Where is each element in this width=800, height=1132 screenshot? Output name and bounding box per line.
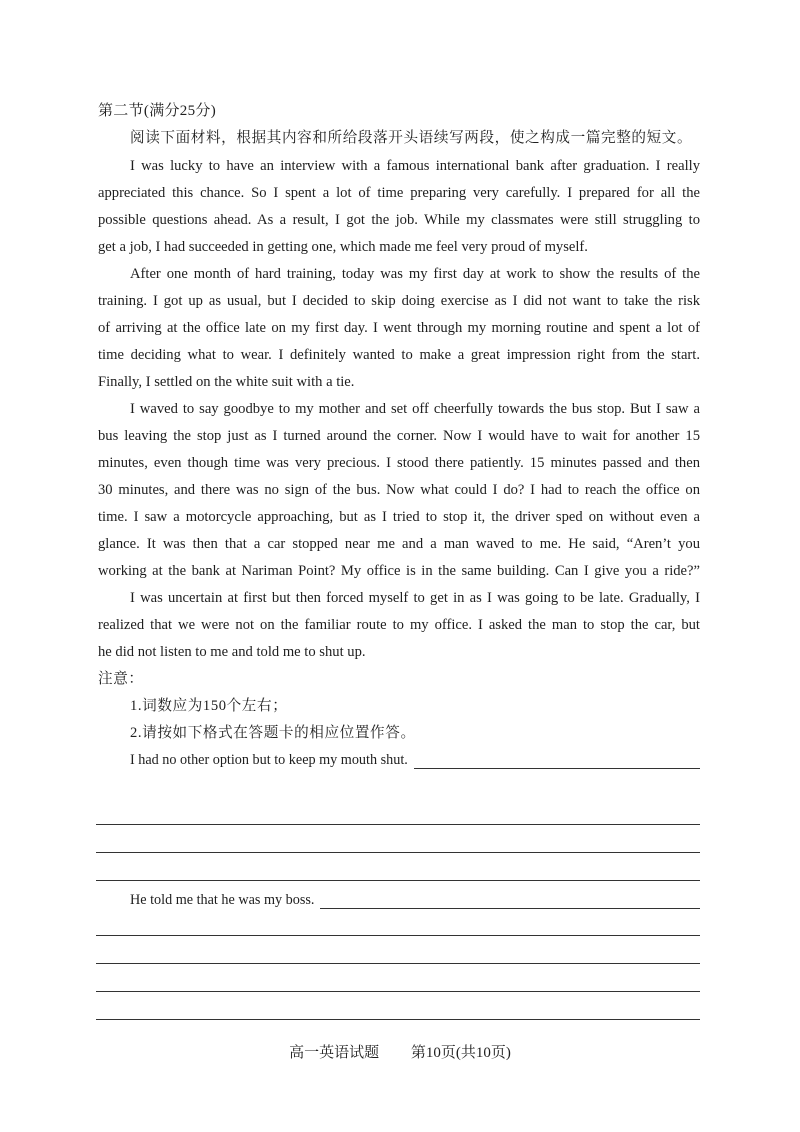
section-header: 第二节(满分25分) — [98, 103, 216, 119]
prompt-2-text: He told me that he was my boss. — [130, 892, 315, 908]
passage-line: After one month of hard training, today was my first day at work to show the results of the — [130, 266, 700, 282]
passage-line: bus leaving the stop just as I turned around the corner. Now I would have to wait for another 15 — [98, 428, 700, 444]
page-footer — [0, 1043, 800, 1063]
footer-subject: 高一英语试题 — [289, 1045, 380, 1061]
footer-page-number: 第10页(共10页) — [410, 1045, 511, 1061]
answer-line[interactable] — [96, 963, 700, 964]
answer-line[interactable] — [96, 935, 700, 936]
passage-line: minutes, even though time was very precious. I stood there patiently. 15 minutes passed and then — [98, 455, 700, 471]
continuation-prompt-1 — [130, 752, 700, 769]
passage-line: he did not listen to me and told me to shut up. — [98, 644, 366, 660]
passage-line: time deciding what to wear. I definitely wanted to make a great impression right from the start. — [98, 347, 700, 363]
prompt-1-text: I had no other option but to keep my mouth shut. — [130, 752, 408, 768]
passage-line: training. I got up as usual, but I decided to skip doing exercise as I did not want to take the risk — [98, 293, 700, 309]
answer-line[interactable] — [96, 880, 700, 881]
passage-line: I was lucky to have an interview with a famous international bank after graduation. I really — [130, 158, 700, 174]
notes-label: 注意： — [98, 671, 144, 687]
passage-line: I waved to say goodbye to my mother and set off cheerfully towards the bus stop. But I saw a — [130, 401, 700, 417]
answer-line[interactable] — [96, 852, 700, 853]
passage-line: glance. It was then that a car stopped near me and a man waved to me. He said, “Aren’t you — [98, 536, 700, 552]
passage-line: I was uncertain at first but then forced myself to get in as I was going to be late. Gradually, I — [130, 590, 700, 606]
passage-line: get a job, I had succeeded in getting one, which made me feel very proud of myself. — [98, 239, 588, 255]
passage-line: 30 minutes, and there was no sign of the bus. Now what could I do? I had to reach the office on — [98, 482, 700, 498]
passage-line: Finally, I settled on the white suit with a tie. — [98, 374, 355, 390]
answer-line[interactable] — [320, 894, 700, 909]
passage-line: possible questions ahead. As a result, I got the job. While my classmates were still struggling to — [98, 212, 700, 228]
answer-line[interactable] — [96, 1019, 700, 1020]
passage-line: of arriving at the office late on my first day. I went through my morning routine and spent a lot of — [98, 320, 700, 336]
passage-line: appreciated this chance. So I spent a lot of time preparing very carefully. I prepared for all the — [98, 185, 700, 201]
continuation-prompt-2 — [130, 892, 700, 909]
note-item: 1.词数应为150个左右； — [130, 698, 288, 714]
answer-line[interactable] — [96, 824, 700, 825]
answer-line[interactable] — [96, 991, 700, 992]
passage-line: working at the bank at Nariman Point? My office is in the same building. Can I give you a ride?” — [98, 563, 700, 579]
instruction-text: 阅读下面材料，根据其内容和所给段落开头语续写两段，使之构成一篇完整的短文。 — [130, 130, 693, 146]
answer-line[interactable] — [414, 754, 700, 769]
passage-line: time. I saw a motorcycle approaching, but as I tried to stop it, the driver sped on without even a — [98, 509, 700, 525]
passage-line: realized that we were not on the familiar route to my office. I asked the man to stop the car, but — [98, 617, 700, 633]
note-item: 2.请按如下格式在答题卡的相应位置作答。 — [130, 725, 416, 741]
